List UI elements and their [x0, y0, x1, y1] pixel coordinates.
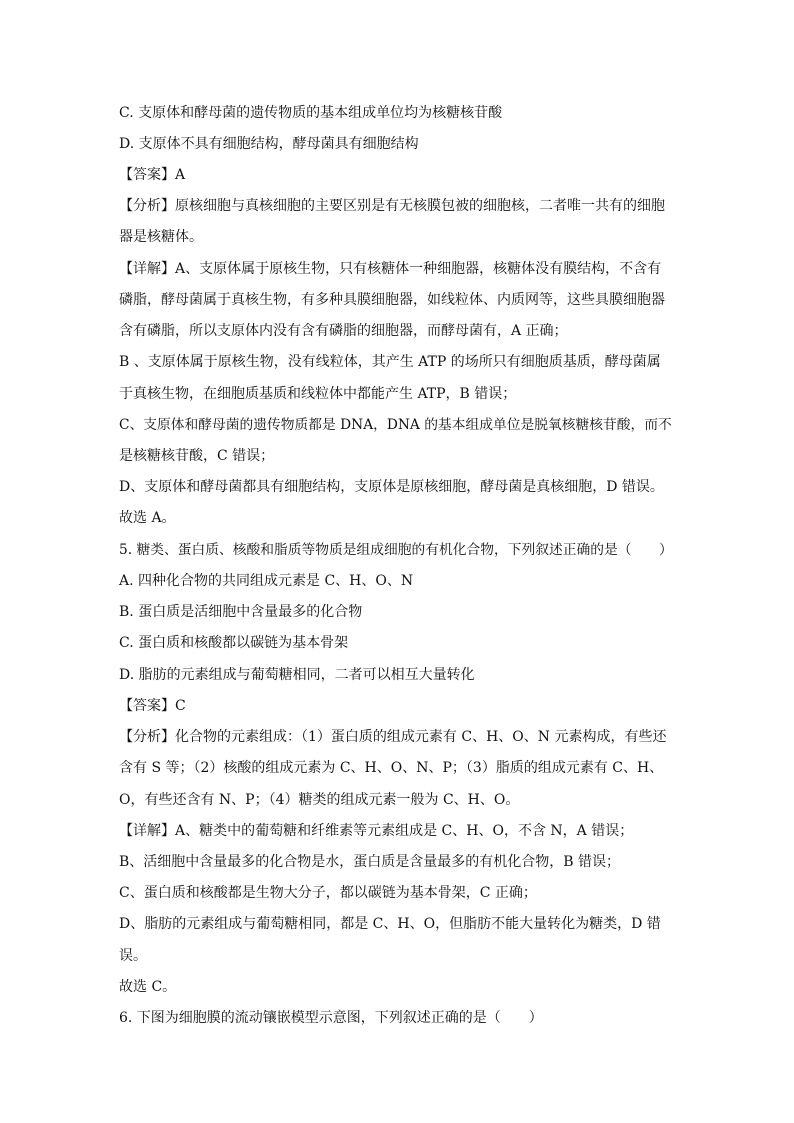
analysis-q5-line2: 含有 S 等；（2）核酸的组成元素为 C、H、O、N、P；（3）脂质的组成元素有 C、H、: [119, 760, 664, 776]
explanation-q4-line1: 【详解】A、支原体属于原核生物，只有核糖体一种细胞器，核糖体没有膜结构，不含有: [119, 261, 662, 277]
question-5-stem: 5. 糖类、蛋白质、核酸和脂质等物质是组成细胞的有机化合物，下列叙述正确的是（ ）: [119, 542, 673, 558]
conclusion-q4: 故选 A。: [119, 510, 176, 526]
explanation-q4-line6: C、支原体和酵母菌的遗传物质都是 DNA，DNA 的基本组成单位是脱氧核糖核苷酸，而不: [119, 417, 672, 433]
analysis-q4-line1: 【分析】原核细胞与真核细胞的主要区别是有无核膜包被的细胞核，二者唯一共有的细胞: [119, 198, 665, 214]
option-d-q5: D. 脂肪的元素组成与葡萄糖相同，二者可以相互大量转化: [119, 667, 475, 683]
explanation-q4-line2: 磷脂，酵母菌属于真核生物，有多种具膜细胞器，如线粒体、内质网等，这些具膜细胞器: [119, 292, 665, 308]
conclusion-q5: 故选 C。: [119, 979, 177, 995]
answer-q5: 【答案】C: [119, 698, 186, 714]
option-c-q5: C. 蛋白质和核酸都以碳链为基本骨架: [119, 635, 349, 651]
answer-q4: 【答案】A: [119, 167, 186, 183]
option-d-q4: D. 支原体不具有细胞结构，酵母菌具有细胞结构: [119, 136, 419, 152]
option-b-q5: B. 蛋白质是活细胞中含量最多的化合物: [119, 604, 363, 620]
explanation-q4-line8: D、支原体和酵母菌都具有细胞结构，支原体是原核细胞，酵母菌是真核细胞，D 错误。: [119, 479, 664, 495]
analysis-q5-line3: O，有些还含有 N、P；（4）糖类的组成元素一般为 C、H、O。: [119, 792, 520, 808]
option-c-q4: C. 支原体和酵母菌的遗传物质的基本组成单位均为核糖核苷酸: [119, 105, 503, 121]
question-6-stem: 6. 下图为细胞膜的流动镶嵌模型示意图，下列叙述正确的是（ ）: [119, 1010, 543, 1026]
explanation-q5-line2: B、活细胞中含量最多的化合物是水，蛋白质是含量最多的有机化合物，B 错误；: [119, 854, 621, 870]
explanation-q5-line3: C、蛋白质和核酸都是生物大分子，都以碳链为基本骨架，C 正确；: [119, 885, 537, 901]
explanation-q5-line4: D、脂肪的元素组成与葡萄糖相同，都是 C、H、O，但脂肪不能大量转化为糖类，D 错: [119, 916, 661, 932]
explanation-q4-line7: 是核糖核苷酸，C 错误；: [119, 448, 275, 464]
explanation-q4-line4: B 、支原体属于原核生物，没有线粒体，其产生 ATP 的场所只有细胞质基质，酵母菌属: [119, 354, 661, 370]
explanation-q4-line3: 含有磷脂，所以支原体内没有含有磷脂的细胞器，而酵母菌有，A 正确；: [119, 323, 568, 339]
analysis-q4-line2: 器是核糖体。: [119, 229, 203, 245]
explanation-q5-line5: 误。: [119, 948, 147, 964]
explanation-q4-line5: 于真核生物，在细胞质基质和线粒体中都能产生 ATP，B 错误；: [119, 386, 517, 402]
analysis-q5-line1: 【分析】化合物的元素组成：（1）蛋白质的组成元素有 C、H、O、N 元素构成，有些还: [119, 729, 667, 745]
option-a-q5: A. 四种化合物的共同组成元素是 C、H、O、N: [119, 573, 414, 589]
explanation-q5-line1: 【详解】A、糖类中的葡萄糖和纤维素等元素组成是 C、H、O，不含 N，A 错误；: [119, 823, 634, 839]
